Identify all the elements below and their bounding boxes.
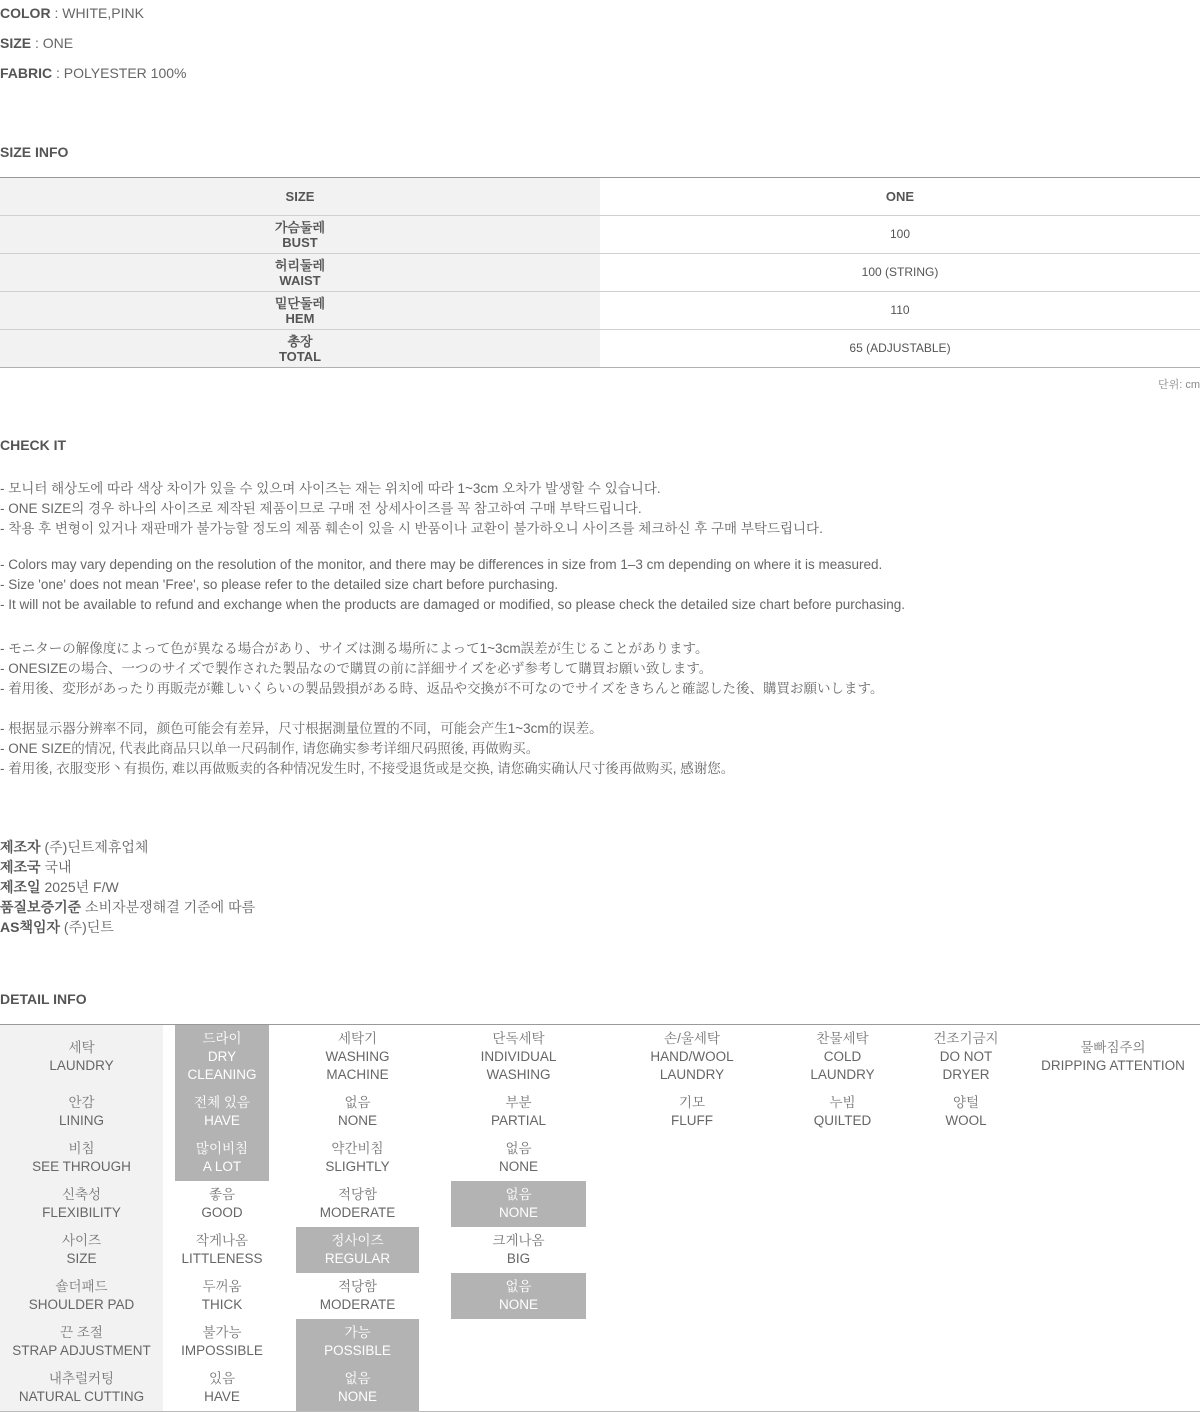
option-ko: 가능	[344, 1325, 371, 1340]
size-info-title: SIZE INFO	[0, 144, 69, 160]
size-header-value: ONE	[600, 178, 1200, 216]
detail-option	[175, 1227, 269, 1273]
maker-value: 국내	[40, 859, 72, 875]
detail-option	[175, 1181, 269, 1227]
check-line: - ONE SIZE的情况, 代表此商品只以单一尺码制作, 请您确实参考详细尺码照後, 再做购买。	[0, 741, 540, 756]
option-ko: 찬물세탁	[816, 1031, 869, 1046]
spec-key: COLOR	[0, 5, 51, 21]
spec-size	[0, 35, 73, 51]
option-en: PARTIAL	[490, 1113, 547, 1128]
detail-row-label	[0, 1365, 163, 1411]
detail-option	[296, 1089, 419, 1135]
check-line: - 着用後、変形があったり再販売が難しいくらいの製品毀損がある時、返品や交換が不可なのでサイズをきちんと確認した後、購買お願いします。	[0, 681, 884, 696]
option-ko: 불가능	[202, 1325, 242, 1340]
size-row-value: 65 (ADJUSTABLE)	[600, 330, 1200, 368]
option-ko: 두꺼움	[202, 1279, 242, 1294]
size-row-hem	[0, 292, 1200, 330]
maker-country	[0, 857, 72, 877]
detail-option	[175, 1273, 269, 1319]
option-ko: 없음	[505, 1141, 532, 1156]
option-ko: 정사이즈	[331, 1233, 384, 1248]
option-ko: 많이비침	[195, 1141, 249, 1156]
option-ko: 단독세탁	[492, 1031, 545, 1046]
option-en: SHOULDER PAD	[28, 1297, 135, 1312]
option-ko: 약간비침	[331, 1141, 384, 1156]
option-ko: 건조기금지	[933, 1031, 999, 1046]
label-ko: 밑단둘레	[274, 295, 326, 311]
option-en: MODERATE	[319, 1205, 396, 1220]
detail-option	[915, 1089, 1017, 1135]
detail-option	[175, 1365, 269, 1411]
size-row-total	[0, 330, 1200, 368]
option-en: NONE	[337, 1389, 377, 1404]
option-ko: 드라이	[202, 1031, 242, 1046]
check-line: - 着用後, 衣服变形丶有损伤, 难以再做贩卖的各种情况发生时, 不接受退货或是交换, 请您确实确认尺寸後再做购买, 感谢您。	[0, 761, 735, 776]
check-line: - 根据显示器分辨率不同，颜色可能会有差异，尺寸根据測量位置的不同，可能会产生1~3cm的误差。	[0, 721, 603, 736]
detail-option	[1040, 1025, 1186, 1089]
detail-row-label	[0, 1319, 163, 1365]
option-en: NONE	[498, 1297, 538, 1312]
option-ko: 적당함	[337, 1187, 378, 1202]
option-ko: 숄더패드	[55, 1279, 108, 1294]
detail-option	[451, 1181, 586, 1227]
label-en: BUST	[282, 234, 318, 250]
detail-option	[175, 1319, 269, 1365]
option-ko: 사이즈	[61, 1233, 102, 1248]
check-line: - ONESIZEの場合、一つのサイズで製作された製品なので購買の前に詳細サイズを必ず参考して購買お願い致します。	[0, 661, 713, 676]
detail-option	[451, 1135, 586, 1181]
label-ko: 허리둘레	[274, 257, 326, 273]
check-line: - モニターの解像度によって色が異なる場合があり、サイズは測る場所によって1~3cm誤差が生じることがあります。	[0, 641, 709, 656]
label-en: TOTAL	[278, 348, 322, 364]
option-en: LAUNDRY	[49, 1058, 114, 1073]
check-line: - ONE SIZE의 경우 하나의 사이즈로 제작된 제품이므로 구매 전 상세사이즈를 꼭 참고하여 구매 부탁드립니다.	[0, 501, 642, 516]
size-row-label	[0, 216, 600, 254]
detail-option	[618, 1089, 766, 1135]
check-line: - Size 'one' does not mean 'Free', so please refer to the detailed size chart before purchasing.	[0, 577, 559, 592]
size-row-value: 100 (STRING)	[600, 254, 1200, 292]
option-en: DRIPPING ATTENTION	[1041, 1058, 1185, 1073]
option-ko: 적당함	[337, 1279, 378, 1294]
maker-value: 2025년 F/W	[40, 879, 119, 895]
check-line: - It will not be available to refund and exchange when the products are damaged or modified, so please check the detailed size chart before purchasing.	[0, 597, 906, 612]
detail-option	[175, 1089, 269, 1135]
detail-option	[296, 1025, 419, 1089]
size-row-value: 110	[600, 292, 1200, 330]
detail-info-title: DETAIL INFO	[0, 991, 87, 1007]
maker-key: 제조국	[0, 859, 41, 875]
maker-as	[0, 917, 114, 937]
option-ko: 신축성	[61, 1187, 102, 1202]
detail-option	[296, 1227, 419, 1273]
option-ko: 기모	[678, 1095, 706, 1110]
option-ko: 세탁	[68, 1040, 95, 1055]
size-row-value: 100	[600, 216, 1200, 254]
spec-color	[0, 5, 144, 21]
detail-option	[296, 1365, 419, 1411]
option-ko: 누빔	[829, 1095, 856, 1110]
option-en: NONE	[337, 1113, 377, 1128]
option-en: NONE	[498, 1205, 538, 1220]
option-en: NONE	[498, 1159, 538, 1174]
detail-option	[451, 1273, 586, 1319]
option-en: REGULAR	[324, 1251, 391, 1266]
maker-value: 소비자분쟁해결 기준에 따름	[81, 899, 256, 915]
maker-manufacturer	[0, 837, 148, 857]
option-en: SLIGHTLY	[325, 1159, 390, 1174]
detail-option	[451, 1089, 586, 1135]
option-en: THICK	[201, 1297, 243, 1312]
option-ko: 전체 있음	[194, 1095, 250, 1110]
detail-option	[296, 1319, 419, 1365]
label-en: WAIST	[279, 272, 321, 288]
option-en: STRAP ADJUSTMENT	[12, 1343, 151, 1358]
detail-option	[296, 1181, 419, 1227]
size-row-label	[0, 292, 600, 330]
option-ko: 없음	[344, 1371, 371, 1386]
option-en: MODERATE	[319, 1297, 396, 1312]
maker-key: AS책임자	[0, 919, 61, 935]
option-en: A LOT	[202, 1159, 242, 1174]
detail-row-label	[0, 1227, 163, 1273]
detail-option	[296, 1273, 419, 1319]
size-unit: 단위: cm	[1157, 379, 1200, 391]
option-en: POSSIBLE	[324, 1343, 391, 1358]
option-ko: 없음	[505, 1187, 532, 1202]
size-table-header	[0, 178, 1200, 216]
maker-warranty	[0, 897, 255, 917]
option-ko: 안감	[68, 1095, 95, 1110]
option-ko: 비침	[68, 1141, 95, 1156]
option-ko: 좋음	[208, 1187, 236, 1202]
detail-option	[451, 1227, 586, 1273]
maker-key: 제조자	[0, 839, 41, 855]
size-row-label	[0, 254, 600, 292]
option-en: WOOL	[945, 1113, 987, 1128]
detail-option	[915, 1025, 1017, 1089]
option-en: INDIVIDUAL WASHING	[480, 1049, 557, 1082]
option-en: IMPOSSIBLE	[181, 1343, 263, 1358]
detail-option	[790, 1025, 895, 1089]
spec-value: : ONE	[31, 35, 74, 51]
option-en: LITTLENESS	[181, 1251, 263, 1266]
option-en: BIG	[506, 1251, 531, 1266]
detail-row-label	[0, 1089, 163, 1135]
option-en: FLEXIBILITY	[42, 1205, 121, 1220]
detail-row-label	[0, 1273, 163, 1319]
option-ko: 양털	[952, 1095, 980, 1110]
option-en: COLD LAUNDRY	[810, 1049, 875, 1082]
option-ko: 손/울세탁	[664, 1031, 720, 1046]
option-ko: 없음	[505, 1279, 532, 1294]
option-ko: 작게나옴	[195, 1233, 249, 1248]
option-en: DRY CLEANING	[187, 1049, 257, 1082]
option-en: HAVE	[204, 1389, 240, 1404]
maker-date	[0, 877, 119, 897]
spec-key: SIZE	[0, 35, 32, 51]
option-en: DO NOT DRYER	[939, 1049, 993, 1082]
label-ko: 가슴둘레	[274, 219, 326, 235]
spec-key: FABRIC	[0, 65, 53, 81]
option-ko: 물빠짐주의	[1080, 1040, 1146, 1055]
maker-value: (주)딘트	[60, 919, 114, 935]
option-ko: 있음	[208, 1371, 236, 1386]
option-ko: 세탁기	[337, 1031, 378, 1046]
check-line: - 모니터 해상도에 따라 색상 차이가 있을 수 있으며 사이즈는 재는 위치에 따라 1~3cm 오차가 발생할 수 있습니다.	[0, 481, 661, 496]
detail-row-label	[0, 1135, 163, 1181]
detail-row-label	[0, 1181, 163, 1227]
detail-option	[790, 1089, 895, 1135]
size-header-label: SIZE	[0, 178, 600, 216]
option-ko: 없음	[344, 1095, 371, 1110]
size-row-waist	[0, 254, 1200, 292]
label-en: HEM	[285, 310, 315, 326]
label-ko: 총장	[287, 333, 313, 349]
option-en: HAVE	[204, 1113, 240, 1128]
maker-key: 품질보증기준	[0, 899, 82, 915]
check-it-title: CHECK IT	[0, 437, 67, 453]
option-en: FLUFF	[671, 1113, 713, 1128]
detail-option	[175, 1135, 269, 1181]
size-table	[0, 177, 1200, 368]
maker-key: 제조일	[0, 879, 41, 895]
check-line: - Colors may vary depending on the resolution of the monitor, and there may be differences in size from 1–3 cm depending on where it is measured.	[0, 557, 883, 572]
check-line: - 착용 후 변형이 있거나 재판매가 불가능할 정도의 제품 훼손이 있을 시 반품이나 교환이 불가하오니 사이즈를 체크하신 후 구매 부탁드립니다.	[0, 521, 823, 536]
detail-row-label	[0, 1025, 163, 1089]
option-ko: 끈 조절	[60, 1325, 103, 1340]
spec-fabric	[0, 65, 186, 81]
spec-value: : POLYESTER 100%	[52, 65, 187, 81]
detail-option	[451, 1025, 586, 1089]
option-en: WASHING MACHINE	[325, 1049, 390, 1082]
size-row-bust	[0, 216, 1200, 254]
detail-option	[618, 1025, 766, 1089]
option-en: GOOD	[201, 1205, 243, 1220]
option-ko: 내추럴커팅	[48, 1371, 115, 1386]
option-en: NATURAL CUTTING	[18, 1389, 145, 1404]
option-ko: 크게나옴	[492, 1233, 545, 1248]
option-en: SEE THROUGH	[32, 1159, 131, 1174]
size-row-label	[0, 330, 600, 368]
option-en: HAND/WOOL LAUNDRY	[650, 1049, 734, 1082]
detail-option	[175, 1025, 269, 1089]
detail-option	[296, 1135, 419, 1181]
option-en: QUILTED	[813, 1113, 872, 1128]
option-en: SIZE	[66, 1251, 97, 1266]
option-ko: 부분	[505, 1095, 532, 1110]
maker-value: (주)딘트제휴업체	[40, 839, 149, 855]
spec-value: : WHITE,PINK	[50, 5, 144, 21]
option-en: LINING	[58, 1113, 104, 1128]
